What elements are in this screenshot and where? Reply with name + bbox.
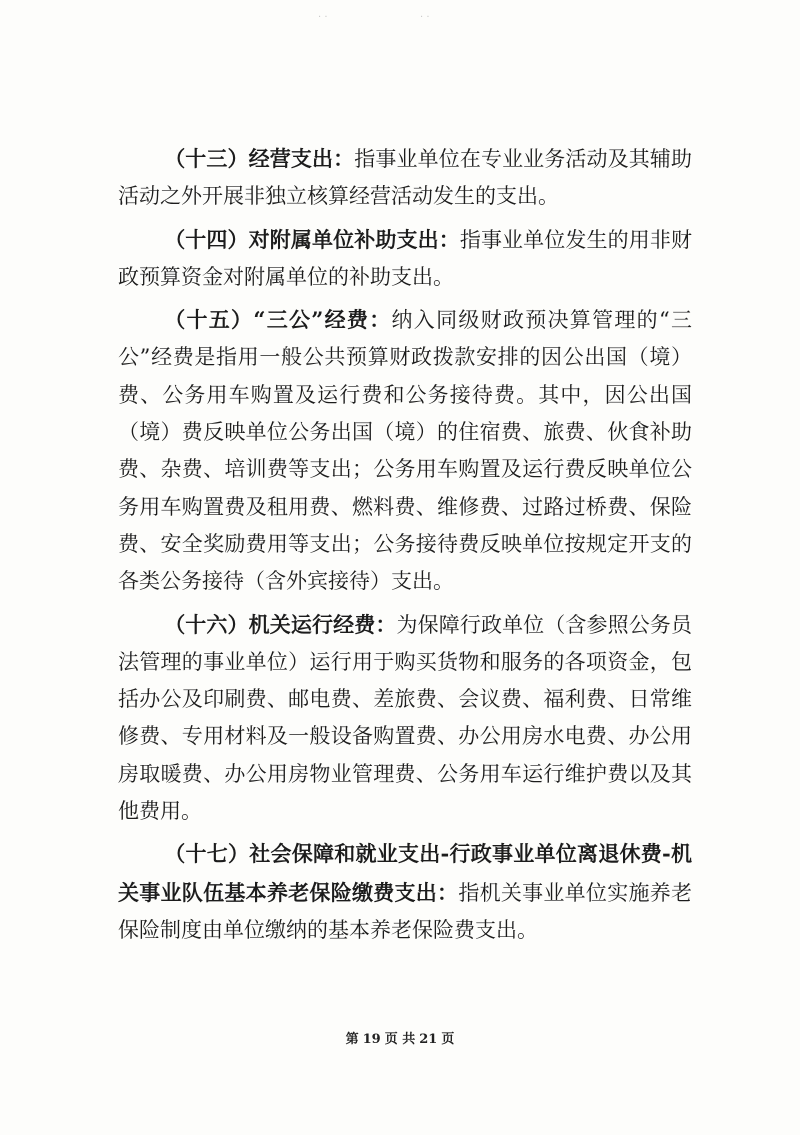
paragraph-body: 指事业单位发生的用非财政预算资金对附属单位的补助支出。 xyxy=(118,227,692,289)
paragraph-body: 纳入同级财政预决算管理的“三公”经费是指用一般公共预算财政拨款安排的因公出国（境）费、公务用车购置及运行费和公务接待费。其中，因公出国（境）费反映单位公务出国（境）的住宿费、旅费、伙食补助费、杂费、培训费等支出；公务用车购置及运行费反映单位公务用车购置费及租用费、燃料费、维修费、过路过桥费、保险费、安全奖励费用等支出；公务接待费反映单位按规定开支的各类公务接待（含外宾接待）支出。 xyxy=(118,308,692,594)
paragraph-body: 指机关事业单位实施养老保险制度由单位缴纳的基本养老保险费支出。 xyxy=(118,880,693,942)
paragraph-heading: （十七）社会保障和就业支出-行政事业单位离退休费-机关事业队伍基本养老保险缴费支出： xyxy=(118,841,692,905)
paragraph-heading: （十四）对附属单位补助支出： xyxy=(164,226,460,252)
current-page-number: 19 xyxy=(362,1032,381,1047)
paragraph-17 xyxy=(118,835,692,949)
footer-prefix: 第 xyxy=(345,1032,359,1047)
paragraph-body: 为保障行政单位（含参照公务员法管理的事业单位）运行用于购买货物和服务的各项资金，包括办公及印刷费、邮电费、差旅费、会议费、福利费、日常维修费、专用材料及一般设备购置费、办公用房水电费、办公用房取暖费、办公用房物业管理费、公务用车运行维护费以及其他费用。 xyxy=(118,612,693,824)
scan-artifact: · · xyxy=(318,12,328,23)
paragraph-heading: （十三）经营支出： xyxy=(164,146,355,171)
paragraph-14 xyxy=(118,221,692,297)
footer-suffix: 页 xyxy=(441,1032,455,1047)
paragraph-heading: （十六）机关运行经费： xyxy=(164,611,397,637)
body-text xyxy=(118,140,692,954)
page-number-footer xyxy=(0,1028,800,1047)
total-page-number: 21 xyxy=(419,1032,438,1047)
paragraph-16 xyxy=(118,606,692,831)
footer-middle: 页 共 xyxy=(384,1032,416,1047)
paragraph-13 xyxy=(118,140,692,216)
paragraph-15 xyxy=(118,301,692,600)
scan-artifact: · · xyxy=(420,12,430,23)
paragraph-body: 指事业单位在专业业务活动及其辅助活动之外开展非独立核算经营活动发生的支出。 xyxy=(118,147,693,209)
paragraph-heading: （十五）“三公”经费： xyxy=(164,307,392,333)
